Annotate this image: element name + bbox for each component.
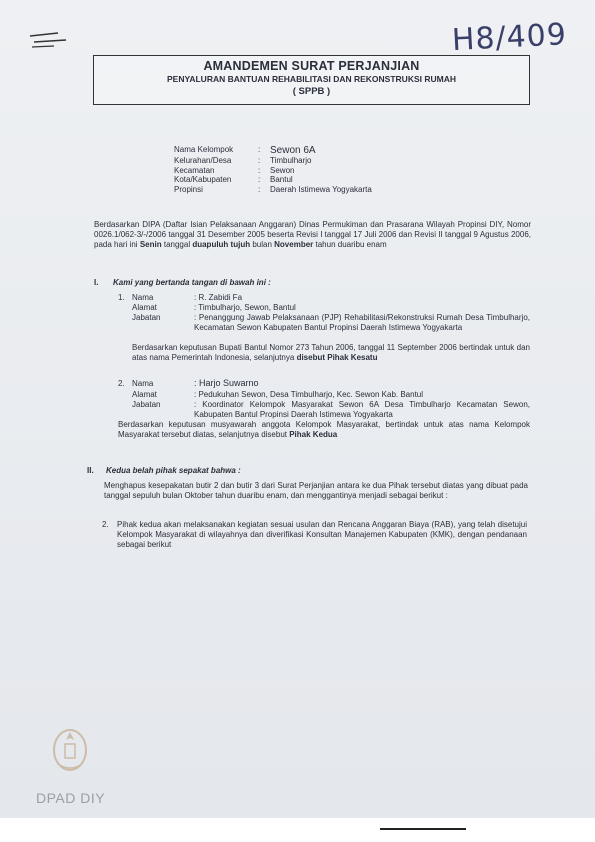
section-number: I.: [94, 278, 99, 287]
section2-item: Pihak kedua akan melaksanakan kegiatan sesuai usulan dan Rencana Anggaran Biaya (RAB), yang telah disetujui Kelompok Masyarakat di wilayahnya dan diverifikasi Konsultan Manajemen Kabupaten (KMK), dengan pendanaan sebagai berikut: [117, 520, 527, 549]
info-label: Nama Kelompok: [174, 145, 234, 154]
info-value: Daerah Istimewa Yogyakarta: [270, 184, 372, 194]
info-label: Kecamatan: [174, 165, 215, 175]
section-heading: Kami yang bertanda tangan di bawah ini :: [113, 278, 271, 287]
title-line2: PENYALURAN BANTUAN REHABILITASI DAN REKONSTRUKSI RUMAH: [166, 74, 456, 84]
intro-paragraph: Berdasarkan DIPA (Daftar Isian Pelaksanaan Anggaran) Dinas Permukiman dan Prasarana Wilayah Propinsi DIY, Nomor 0026.1/062-3/-/2006 tanggal 31 Desember 2005 beserta Revisi I tanggal 17 Juli 2006 dan Revisi II tanggal 9 Agustus 2006, pada hari ini Senin tanggal duapuluh tujuh bulan November tahun duaribu enam: [94, 220, 531, 249]
section2-paragraph: Menghapus kesepakatan butir 2 dan butir 3 dari Surat Perjanjian antara ke dua Pihak tersebut diatas yang dibuat pada tanggal sepuluh bulan Oktober tahun duaribu enam, dan menggantinya menjadi sebagai berikut :: [104, 481, 528, 500]
watermark-text: DPAD DIY: [36, 790, 106, 806]
info-value: Bantul: [270, 175, 293, 184]
title-line3: ( SPPB ): [292, 86, 331, 97]
title-box: [93, 55, 530, 105]
title-line1: AMANDEMEN SURAT PERJANJIAN: [203, 59, 420, 73]
section-number: II.: [87, 466, 94, 475]
party-1-note: Berdasarkan keputusan Bupati Bantul Nomor 273 Tahun 2006, tanggal 11 September 2006 bertindak untuk dan atas nama Pemerintah Indonesia, selanjutnya disebut Pihak Kesatu: [132, 343, 530, 362]
info-label: Kelurahan/Desa: [174, 156, 232, 165]
info-label: Kota/Kabupaten: [174, 175, 232, 184]
party-2: 2. Nama : Harjo Suwarno Alamat : Pedukuhan Sewon, Desa Timbulharjo, Kec. Sewon Kab. Bantul Jabatan : Koordinator Kelompok Masyarakat Sewon 6A Desa Timbulharjo Kecamatan Sewon, Kabupaten Bantul Propinsi Daerah Istimewa Yogyakarta Berdasarkan keputusan musyawarah anggota Kelompok Masyarakat, bertindak untuk atas nama Kelompok Masyarakat tersebut diatas, selanjutnya disebut Pihak Kedua: [118, 378, 530, 439]
info-label: Propinsi: [174, 184, 203, 194]
bottom-rule: [380, 828, 466, 830]
handwritten-number: H8/409: [451, 17, 568, 59]
info-value: Sewon: [270, 165, 295, 175]
info-value: Sewon 6A: [270, 145, 316, 156]
item-number: 2.: [102, 520, 109, 529]
seal-icon: [48, 726, 92, 776]
section-heading: Kedua belah pihak sepakat bahwa :: [106, 466, 241, 475]
bottom-strip: [0, 818, 595, 842]
party-2-note: Berdasarkan keputusan musyawarah anggota Kelompok Masyarakat, bertindak untuk atas nama Kelompok Masyarakat tersebut diatas, selanjutnya disebut Pihak Kedua: [118, 420, 530, 439]
handwritten-mark-icon: [28, 30, 68, 50]
info-value: Timbulharjo: [270, 156, 312, 165]
party-1: 1. Nama : R. Zabidi Fa Alamat : Timbulharjo, Sewon, Bantul Jabatan : Penanggung Jawab Pelaksanaan (PJP) Rehabilitasi/Rekonstruksi Rumah Desa Timbulharjo, Kecamatan Sewon Kabupaten Bantul Propinsi Daerah Istimewa Yogyakarta Berdasarkan keputusan Bupati Bantul Nomor 273 Tahun 2006, tanggal 11 September 2006 bertindak untuk dan atas nama Pemerintah Indonesia, selanjutnya disebut Pihak Kesatu: [118, 293, 530, 362]
